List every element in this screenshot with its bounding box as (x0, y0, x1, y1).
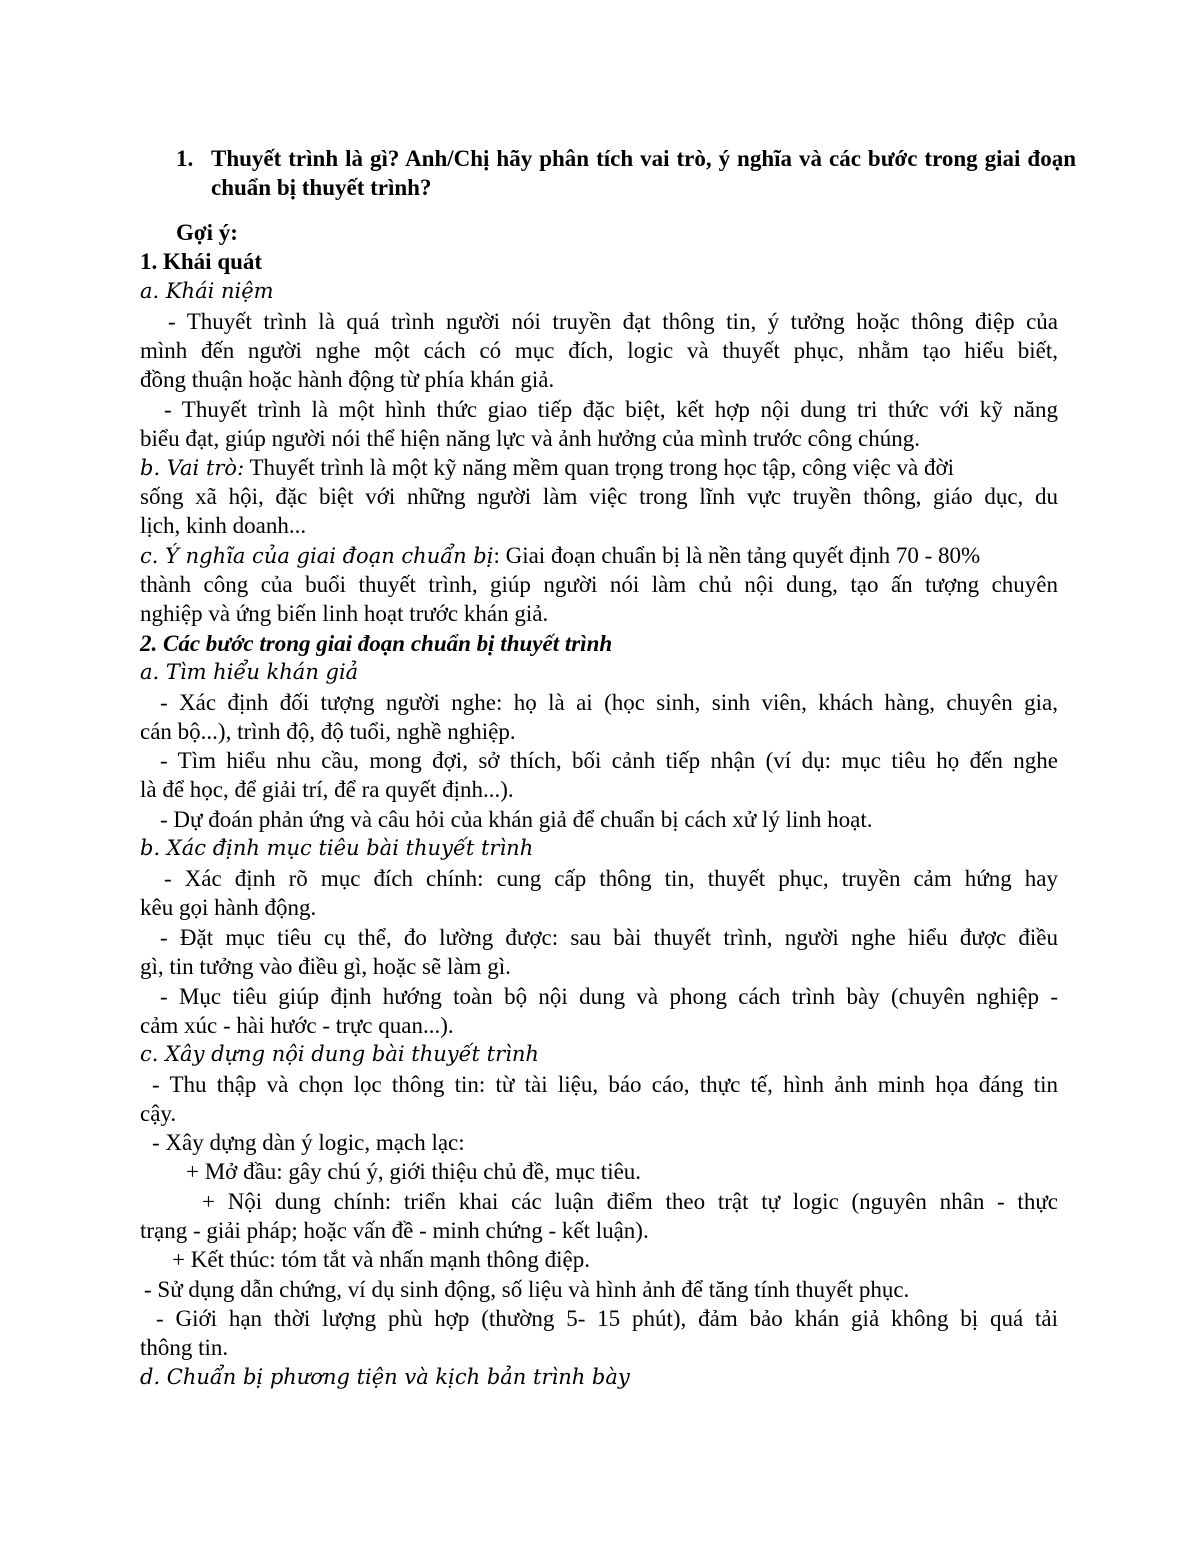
section2-b-line6: cảm xúc - hài hước - trực quan...). (140, 1013, 454, 1038)
section1-c-line3: nghiệp và ứng biến linh hoạt trước khán giả. (140, 601, 549, 626)
section2-a-line3: - Tìm hiểu nhu cầu, mong đợi, sở thích, bối cảnh tiếp nhận (ví dụ: mục tiêu họ đến nghe (160, 748, 1058, 773)
section2-b-line4: gì, tin tưởng vào điều gì, hoặc sẽ làm gì. (140, 954, 511, 979)
section1-b-line3: lịch, kinh doanh... (140, 513, 307, 538)
section2-c-line8: - Sử dụng dẫn chứng, ví dụ sinh động, số liệu và hình ảnh để tăng tính thuyết phục. (144, 1277, 910, 1302)
section1-c-text1: : Giai đoạn chuẩn bị là nền tảng quyết định 70 - 80% (493, 543, 981, 568)
section1-a-p1-line1: - Thuyết trình là quá trình người nói truyền đạt thông tin, ý tưởng hoặc thông điệp của (168, 309, 1058, 334)
section2-a-line1: - Xác định đối tượng người nghe: họ là ai (học sinh, sinh viên, khách hàng, chuyên gia, (160, 690, 1058, 715)
section2-c-title: c. Xây dựng nội dung bài thuyết trình (140, 1042, 539, 1066)
section2-c-line3: - Xây dựng dàn ý logic, mạch lạc: (152, 1130, 465, 1155)
section2-b-line1: - Xác định rõ mục đích chính: cung cấp thông tin, thuyết phục, truyền cảm hứng hay (164, 866, 1058, 891)
hint-label: Gợi ý: (176, 220, 238, 245)
section2-a-title: a. Tìm hiểu khán giả (140, 660, 359, 684)
section2-c-line6: trạng - giải pháp; hoặc vấn đề - minh chứng - kết luận). (140, 1218, 649, 1243)
section2-a-line2: cán bộ...), trình độ, độ tuổi, nghề nghiệp. (140, 719, 516, 744)
section2-c-line7: + Kết thúc: tóm tắt và nhấn mạnh thông điệp. (172, 1247, 590, 1272)
section1-b-title: b. Vai trò: (140, 456, 245, 480)
section1-a-p1-line2: mình đến người nghe một cách có mục đích, logic và thuyết phục, nhằm tạo hiểu biết, (140, 338, 1058, 363)
section1-b-text1: Thuyết trình là một kỹ năng mềm quan trọng trong học tập, công việc và đời (244, 455, 955, 480)
section2-a-line4: là để học, để giải trí, để ra quyết định...). (140, 777, 514, 802)
section2-c-line1: - Thu thập và chọn lọc thông tin: từ tài liệu, báo cáo, thực tế, hình ảnh minh họa đáng tin (152, 1072, 1058, 1097)
section2-b-line3: - Đặt mục tiêu cụ thể, đo lường được: sau bài thuyết trình, người nghe hiểu được điều (160, 925, 1058, 950)
section2-c-line5: + Nội dung chính: triển khai các luận điểm theo trật tự logic (nguyên nhân - thực (202, 1189, 1058, 1214)
section2-b-title: b. Xác định mục tiêu bài thuyết trình (140, 836, 534, 860)
section2-heading: 2. Các bước trong giai đoạn chuẩn bị thuyết trình (140, 631, 613, 656)
question-text: Thuyết trình là gì? Anh/Chị hãy phân tích vai trò, ý nghĩa và các bước trong giai đoạn chuẩn bị thuyết trình? (211, 146, 1076, 200)
section2-c-line4: + Mở đầu: gây chú ý, giới thiệu chủ đề, mục tiêu. (186, 1159, 642, 1184)
section1-c-line1 (140, 541, 1058, 572)
section2-c-line2: cậy. (140, 1101, 177, 1126)
section1-c-line2: thành công của buổi thuyết trình, giúp người nói làm chủ nội dung, tạo ấn tượng chuyên (140, 572, 1058, 597)
question-number: 1. (176, 146, 194, 171)
section2-d-title: d. Chuẩn bị phương tiện và kịch bản trình bày (140, 1365, 630, 1389)
section1-a-title: a. Khái niệm (140, 279, 274, 303)
section1-c-title: c. Ý nghĩa của giai đoạn chuẩn bị (140, 544, 494, 568)
section2-a-line5: - Dự đoán phản ứng và câu hỏi của khán giả để chuẩn bị cách xử lý linh hoạt. (160, 807, 873, 832)
section1-a-p2-line2: biểu đạt, giúp người nói thể hiện năng lực và ảnh hưởng của mình trước công chúng. (140, 426, 921, 451)
section2-b-line5: - Mục tiêu giúp định hướng toàn bộ nội dung và phong cách trình bày (chuyên nghiệp - (160, 984, 1058, 1009)
section1-a-p1-line3: đồng thuận hoặc hành động từ phía khán giả. (140, 367, 555, 392)
section2-b-line2: kêu gọi hành động. (140, 895, 317, 920)
section2-c-line10: thông tin. (140, 1335, 229, 1360)
section1-a-p2-line1: - Thuyết trình là một hình thức giao tiếp đặc biệt, kết hợp nội dung tri thức với kỹ năng (164, 397, 1058, 422)
section2-c-line9: - Giới hạn thời lượng phù hợp (thường 5- 15 phút), đảm bảo khán giả không bị quá tải (156, 1306, 1058, 1331)
section1-b-line1 (140, 453, 1058, 484)
section1-b-line2: sống xã hội, đặc biệt với những người làm việc trong lĩnh vực truyền thông, giáo dục, du (140, 484, 1058, 509)
question-block (176, 144, 1076, 202)
section1-heading: 1. Khái quát (140, 249, 263, 274)
